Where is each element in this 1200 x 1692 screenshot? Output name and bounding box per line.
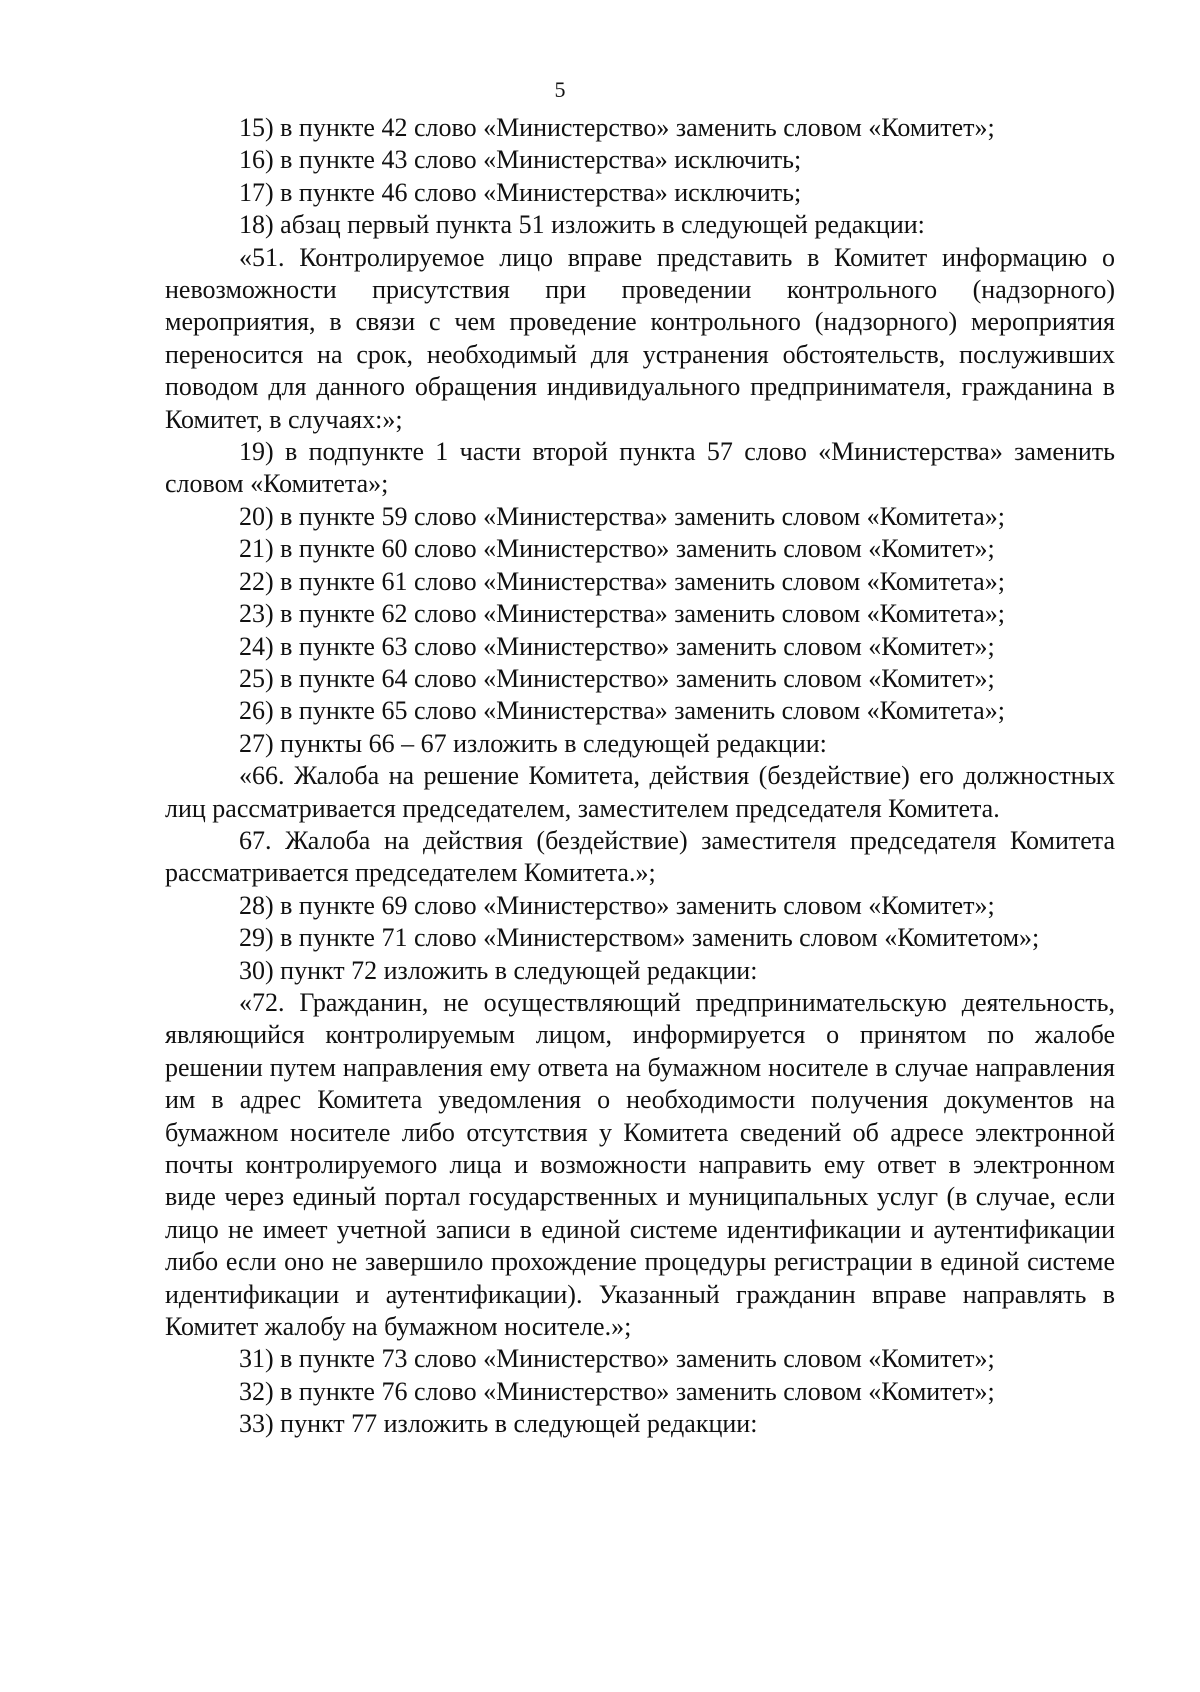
paragraph-item-21: 21) в пункте 60 слово «Министерство» заменить словом «Комитет»; [239,534,995,564]
paragraph-item-19: 19) в подпункте 1 части второй пункта 57 слово «Министерства» заменить словом «Комитета»; [165,437,1115,499]
quoted-point-72: «72. Гражданин, не осуществляющий предпринимательскую деятельность, являющийся контролируемым лицом, информируется о принятом по жалобе решении путем направления ему ответа на бумажном носителе в случае направления им в адрес Комитета уведомления о необходимости получения документов на бумажном носителе либо отсутствия у Комитета сведений об адресе электронной почты контролируемого лица и возможности направить ему ответ в электронном виде через единый портал государственных и муниципальных услуг (в случае, если лицо не имеет учетной записи в единой системе идентификации и аутентификации либо если оно не завершило прохождение процедуры регистрации в единой системе идентификации и аутентификации). Указанный гражданин вправе направлять в Комитет жалобу на бумажном носителе.»; [165,987,1115,1342]
paragraph-item-31: 31) в пункте 73 слово «Министерство» заменить словом «Комитет»; [239,1344,995,1374]
quoted-point-51: «51. Контролируемое лицо вправе представить в Комитет информацию о невозможности присутствия при проведении контрольного (надзорного) мероприятия, в связи с чем проведение контрольного (надзорного) мероприятия переносится на срок, необходимый для устранения обстоятельств, послуживших поводом для данного обращения индивидуального предпринимателя, гражданина в Комитет, в случаях:»; [165,242,1115,434]
paragraph-item-29: 29) в пункте 71 слово «Министерством» заменить словом «Комитетом»; [239,923,1040,953]
paragraph-item-26: 26) в пункте 65 слово «Министерства» заменить словом «Комитета»; [239,696,1005,726]
page-number: 5 [554,77,566,102]
paragraph-item-25: 25) в пункте 64 слово «Министерство» заменить словом «Комитет»; [239,663,995,693]
paragraph-item-28: 28) в пункте 69 слово «Министерство» заменить словом «Комитет»; [239,890,995,920]
paragraph-item-17: 17) в пункте 46 слово «Министерства» исключить; [239,177,802,207]
paragraph-item-24: 24) в пункте 63 слово «Министерство» заменить словом «Комитет»; [239,631,995,661]
paragraph-item-15: 15) в пункте 42 слово «Министерство» заменить словом «Комитет»; [239,113,995,142]
paragraph-item-23: 23) в пункте 62 слово «Министерства» заменить словом «Комитета»; [239,599,1005,629]
paragraph-item-16: 16) в пункте 43 слово «Министерства» исключить; [239,145,802,175]
paragraph-item-30: 30) пункт 72 изложить в следующей редакции: [239,955,758,985]
paragraph-item-27: 27) пункты 66 – 67 изложить в следующей редакции: [239,728,827,758]
paragraph-item-33: 33) пункт 77 изложить в следующей редакции: [239,1409,758,1439]
paragraph-item-18: 18) абзац первый пункта 51 изложить в следующей редакции: [239,210,925,240]
paragraph-item-32: 32) в пункте 76 слово «Министерство» заменить словом «Комитет»; [239,1376,995,1406]
quoted-point-67: 67. Жалоба на действия (бездействие) заместителя председателя Комитета рассматривается председателем Комитета.»; [165,825,1115,888]
document-body [165,112,1115,1441]
paragraph-item-20: 20) в пункте 59 слово «Министерства» заменить словом «Комитета»; [239,501,1005,531]
quoted-point-66: «66. Жалоба на решение Комитета, действия (бездействие) его должностных лиц рассматривается председателем, заместителем председателя Комитета. [165,761,1115,823]
paragraph-item-22: 22) в пункте 61 слово «Министерства» заменить словом «Комитета»; [239,566,1005,596]
